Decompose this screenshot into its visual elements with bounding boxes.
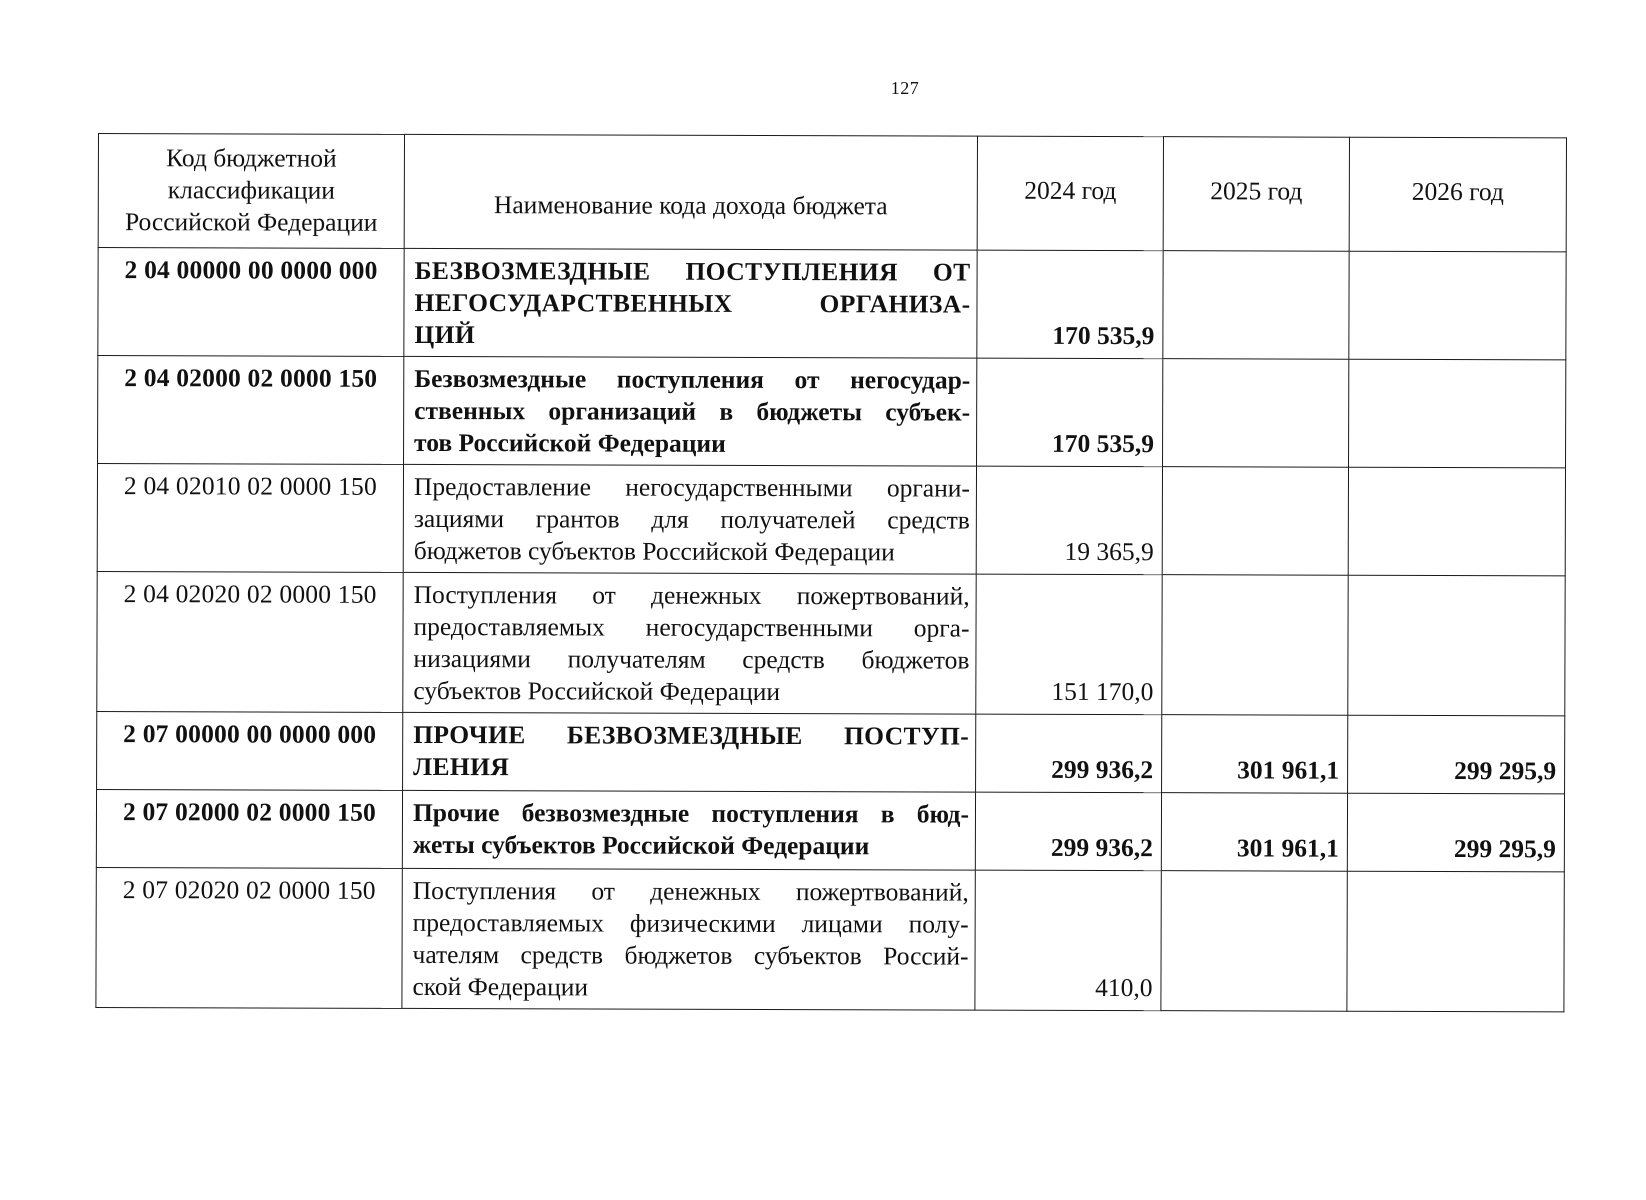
cell-year-2024: 19 365,9 xyxy=(976,466,1162,575)
cell-year-2026 xyxy=(1348,575,1565,716)
table-row xyxy=(97,464,1565,576)
cell-name-line: ской Федерации xyxy=(412,971,589,1002)
cell-name xyxy=(403,572,976,714)
cell-year-2024: 170 535,9 xyxy=(977,358,1163,467)
cell-year-2026: 299 295,9 xyxy=(1348,715,1565,794)
cell-year-2025: 301 961,1 xyxy=(1162,715,1348,794)
cell-year-2026 xyxy=(1349,251,1566,360)
header-2025: 2025 год xyxy=(1163,137,1349,252)
table-row xyxy=(96,789,1564,871)
cell-year-2024: 151 170,0 xyxy=(976,574,1162,715)
cell-year-2025 xyxy=(1161,871,1347,1012)
cell-code: 2 04 02020 02 0000 150 xyxy=(97,571,403,712)
cell-name-line: ЛЕНИЯ xyxy=(413,751,510,782)
cell-name-line: Поступления от денежных пожертвований, xyxy=(413,579,970,611)
cell-name-line: НЕГОСУДАРСТВЕННЫХ ОРГАНИЗА- xyxy=(414,287,971,319)
cell-name-line: БЕЗВОЗМЕЗДНЫЕ ПОСТУПЛЕНИЯ ОТ xyxy=(414,255,971,287)
header-2024: 2024 год xyxy=(977,136,1163,251)
cell-name-line: предоставляемых негосударственными орга- xyxy=(413,611,970,643)
table-row xyxy=(97,711,1565,793)
cell-name-line: тов Российской Федерации xyxy=(414,427,726,458)
cell-code: 2 07 02000 02 0000 150 xyxy=(96,789,402,868)
page-number: 127 xyxy=(890,78,920,98)
cell-name xyxy=(403,464,976,574)
table-row xyxy=(96,867,1564,1011)
cell-name-line: зациями грантов для получателей средств xyxy=(413,503,970,535)
cell-name-line: жеты субъектов Российской Федерации xyxy=(412,829,870,861)
cell-name-line: низациями получателям средств бюджетов xyxy=(413,643,970,675)
cell-year-2024: 299 936,2 xyxy=(976,714,1162,793)
table-row xyxy=(98,356,1566,468)
cell-year-2025: 301 961,1 xyxy=(1161,793,1347,872)
cell-code: 2 04 02010 02 0000 150 xyxy=(97,464,403,573)
cell-name-line: Предоставление негосударственными органи- xyxy=(413,471,970,503)
budget-revenue-table xyxy=(95,133,1567,1012)
cell-name-line: Прочие безвозмездные поступления в бюд- xyxy=(412,797,970,829)
cell-name-line: ственных организаций в бюджеты субъек- xyxy=(414,395,971,427)
cell-year-2025 xyxy=(1162,575,1348,716)
cell-code: 2 04 00000 00 0000 000 xyxy=(98,248,404,357)
cell-year-2024: 170 535,9 xyxy=(977,250,1163,359)
cell-year-2025 xyxy=(1162,467,1348,576)
cell-name xyxy=(402,868,975,1010)
cell-name-line: Поступления от денежных пожертвований, xyxy=(412,875,969,907)
cell-year-2024: 299 936,2 xyxy=(975,792,1161,871)
cell-name xyxy=(402,790,975,870)
cell-name-line: чателям средств бюджетов субъектов Россий- xyxy=(412,939,969,971)
header-name: Наименование кода дохода бюджета xyxy=(404,134,977,250)
cell-year-2024: 410,0 xyxy=(975,870,1161,1011)
table-row xyxy=(97,571,1565,715)
table-row xyxy=(98,248,1566,360)
cell-name-line: ЦИЙ xyxy=(414,319,476,350)
cell-name xyxy=(404,356,977,466)
cell-name-line: предоставляемых физическими лицами полу- xyxy=(412,907,969,939)
cell-year-2026: 299 295,9 xyxy=(1347,793,1564,872)
cell-code: 2 07 02020 02 0000 150 xyxy=(96,867,402,1008)
cell-name-line: ПРОЧИЕ БЕЗВОЗМЕЗДНЫЕ ПОСТУП- xyxy=(413,719,970,751)
cell-name-line: бюджетов субъектов Российской Федерации xyxy=(413,535,895,567)
cell-year-2025 xyxy=(1163,251,1349,360)
cell-name xyxy=(404,248,977,358)
cell-year-2026 xyxy=(1348,467,1565,576)
table-body xyxy=(96,248,1566,1012)
cell-name-line: Безвозмездные поступления от негосудар- xyxy=(414,363,971,395)
cell-code: 2 04 02000 02 0000 150 xyxy=(98,356,404,465)
header-code: Код бюджетной классификации Российской Федерации xyxy=(98,134,404,249)
table-header-row xyxy=(98,134,1566,252)
cell-name-line: субъектов Российской Федерации xyxy=(413,675,781,707)
cell-year-2026 xyxy=(1347,871,1564,1012)
cell-year-2025 xyxy=(1163,359,1349,468)
cell-year-2026 xyxy=(1349,359,1566,468)
header-2026: 2026 год xyxy=(1349,137,1566,252)
cell-code: 2 07 00000 00 0000 000 xyxy=(97,711,403,790)
cell-name xyxy=(403,712,976,792)
